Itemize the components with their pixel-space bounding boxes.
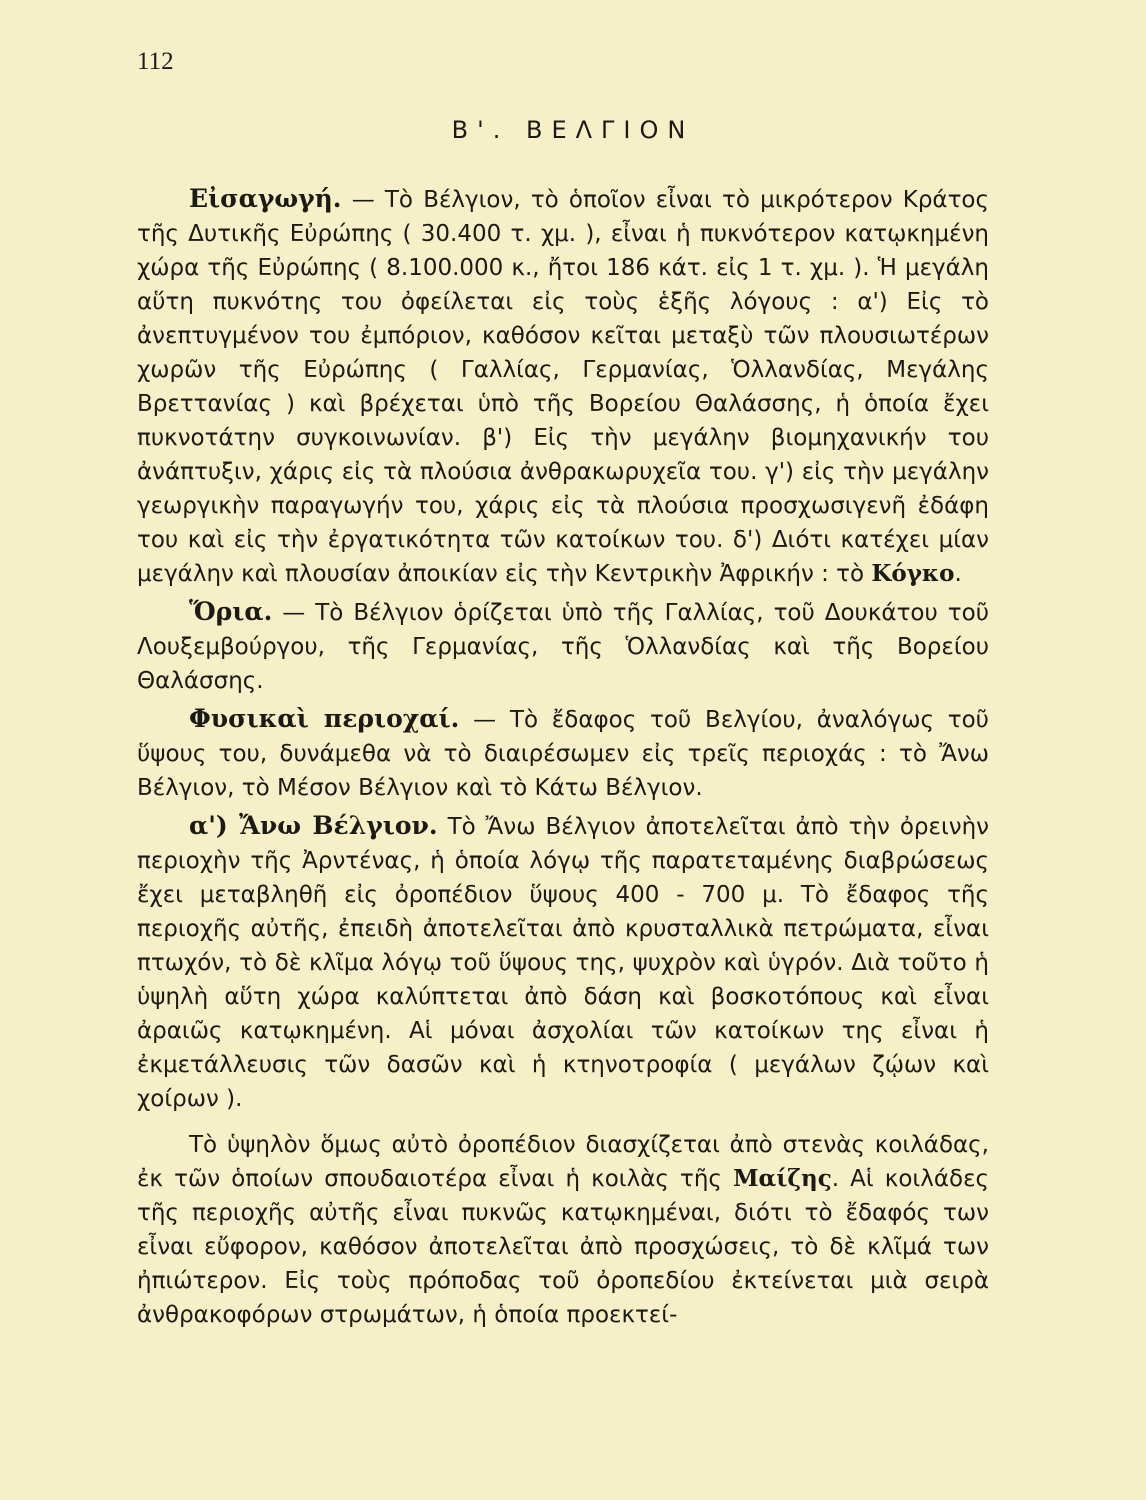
body-text [137, 182, 989, 1332]
heading-physical-regions: Φυσικαὶ περιοχαί. [189, 704, 460, 733]
borders-text: — Τὸ Βέλγιον ὁρίζεται ὑπὸ τῆς Γαλλίας, τοῦ Δουκάτου τοῦ Λουξεμβούργου, τῆς Γερμανίας, τῆς Ὁλλανδίας καὶ τῆς Βορείου Θαλάσσης. [137, 600, 989, 694]
heading-borders: Ὅρια. [189, 597, 273, 626]
paragraph-meuse-valley [137, 1128, 989, 1332]
paragraph-borders [137, 595, 989, 698]
upper-belgium-text: Τὸ Ἄνω Βέλγιον ἀποτελεῖται ἀπὸ τὴν ὀρεινὴν περιοχὴν τῆς Ἀρντένας, ἡ ὁποία λόγῳ τῆς παρατεταμένης διαβρώσεως ἔχει μεταβληθῆ εἰς ὀροπέδιον ὕψους 400 - 700 μ. Τὸ ἔδαφος τῆς περιοχῆς αὐτῆς, ἐπειδὴ ἀποτελεῖται ἀπὸ κρυσταλλικὰ πετρώματα, εἶναι πτωχόν, τὸ δὲ κλῖμα λόγῳ τοῦ ὕψους της, ψυχρὸν καὶ ὑγρόν. Διὰ τοῦτο ἡ ὑψηλὴ αὕτη χώρα καλύπτεται ἀπὸ δάση καὶ βοσκοτόπους καὶ εἶναι ἀραιῶς κατῳκημένη. Αἱ μόναι ἀσχολίαι τῶν κατοίκων της εἶναι ἡ ἐκμετάλλευσις τῶν δασῶν καὶ ἡ κτηνοτροφία ( μεγάλων ζῴων καὶ χοίρων ). [137, 814, 990, 1112]
paragraph-introduction [137, 182, 989, 591]
meuse-valley-text-end: . Αἱ κοιλάδες τῆς περιοχῆς αὐτῆς εἶναι πυκνῶς κατῳκημέναι, διότι τὸ ἔδαφός των εἶναι εὔφορον, καθόσον ἀποτελεῖται ἀπὸ προσχώσεις, τὸ δὲ κλῖμά των ἠπιώτερον. Εἰς τοὺς πρόποδας τοῦ ὀροπεδίου ἐκτείνεται μιὰ σειρὰ ἀνθρακοφόρων στρωμάτων, ἡ ὁποία προεκτεί- [137, 1166, 989, 1328]
heading-upper-belgium: α') Ἄνω Βέλγιον. [189, 811, 438, 840]
paragraph-upper-belgium [137, 809, 989, 1116]
page-number: 112 [137, 48, 174, 75]
chapter-title: Β'. ΒΕΛΓΙΟΝ [451, 116, 695, 144]
introduction-end: . [954, 561, 962, 587]
introduction-text: — Τὸ Βέλγιον, τὸ ὁποῖον εἶναι τὸ μικρότερον Κράτος τῆς Δυτικῆς Εὐρώπης ( 30.400 τ. χμ. ), εἶναι ἡ πυκνότερον κατῳκημένη χώρα τῆς Εὐρώπης ( 8.100.000 κ., ἤτοι 186 κάτ. εἰς 1 τ. χμ. ). Ἡ μεγάλη αὕτη πυκνότης του ὀφείλεται εἰς τοὺς ἑξῆς λόγους : α') Εἰς τὸ ἀνεπτυγμένον του ἐμπόριον, καθόσον κεῖται μεταξὺ τῶν πλουσιωτέρων χωρῶν τῆς Εὐρώπης ( Γαλλίας, Γερμανίας, Ὁλλανδίας, Μεγάλης Βρεττανίας ) καὶ βρέχεται ὑπὸ τῆς Βορείου Θαλάσσης, ἡ ὁποία ἔχει πυκνοτάτην συγκοινωνίαν. β') Εἰς τὴν μεγάλην βιομηχανικήν του ἀνάπτυξιν, χάρις εἰς τὰ πλούσια ἀνθρακωρυχεῖα του. γ') εἰς τὴν μεγάλην γεωργικὴν παραγωγήν του, χάρις εἰς τὰ πλούσια προσχωσιγενῆ ἐδάφη του καὶ εἰς τὴν ἐργατικότητα τῶν κατοίκων του. δ') Διότι κατέχει μίαν μεγάλην καὶ πλουσίαν ἀποικίαν εἰς τὴν Κεντρικὴν Ἀφρικήν : τὸ [137, 187, 989, 587]
meuse-valley-text-start: Τὸ ὑψηλὸν ὅμως αὐτὸ ὀροπέδιον διασχίζεται ἀπὸ στενὰς κοιλάδας, ἐκ τῶν ὁποίων σπουδαιοτέρα εἶναι ἡ κοιλὰς τῆς [137, 1132, 989, 1192]
physical-regions-text: — Τὸ ἔδαφος τοῦ Βελγίου, ἀναλόγως τοῦ ὕψους του, δυνάμεθα νὰ τὸ διαιρέσωμεν εἰς τρεῖς περιοχάς : τὸ Ἄνω Βέλγιον, τὸ Μέσον Βέλγιον καὶ τὸ Κάτω Βέλγιον. [137, 707, 989, 801]
paragraph-physical-regions [137, 702, 989, 805]
congo-name: Κόγκο [871, 560, 955, 587]
heading-introduction: Εἰσαγωγή. [189, 184, 342, 213]
meuse-name: Μαίζης [733, 1165, 832, 1192]
